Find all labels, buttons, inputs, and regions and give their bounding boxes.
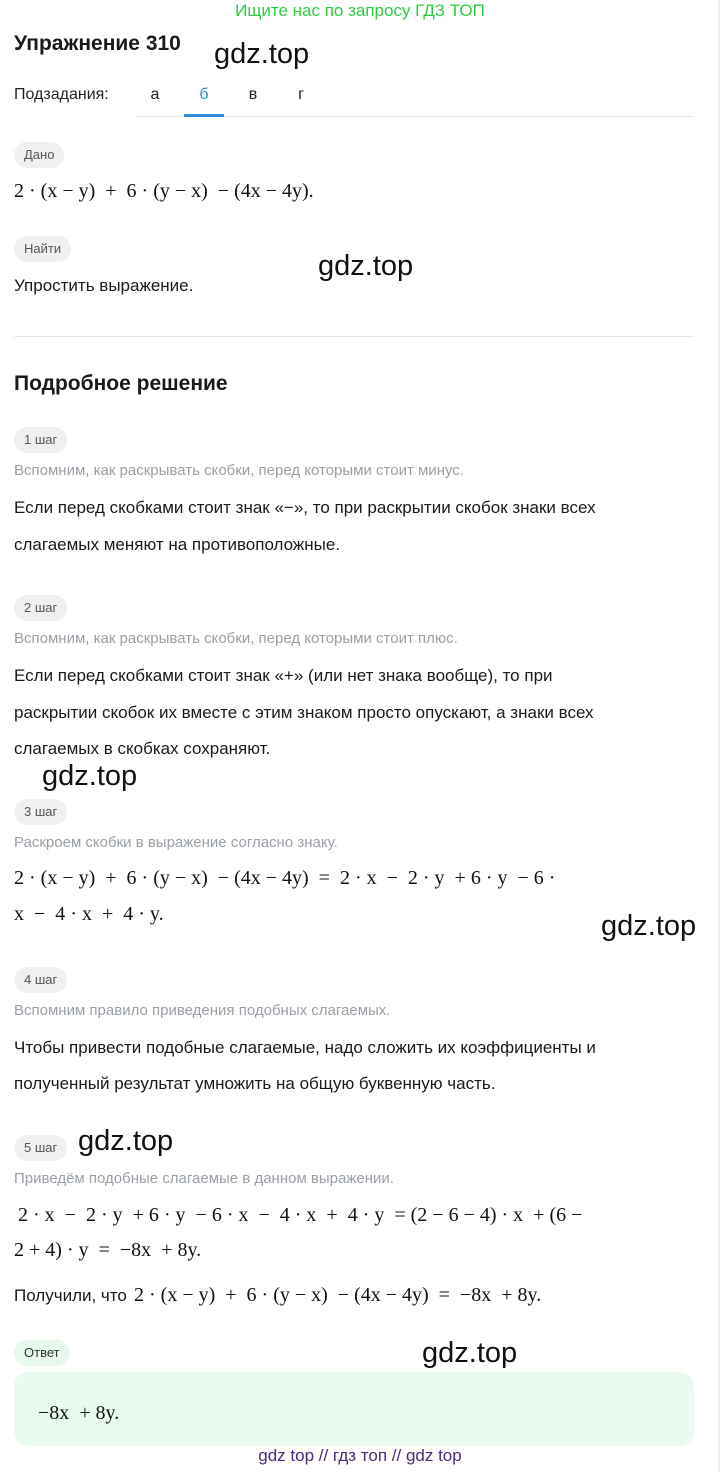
step-math-line: 2 · (x − y) + 6 · (y − x) − (4x − 4y) = 2 · x − 2 · y + 6 · y − 6 · [14,867,556,889]
step-hint: Вспомним правило приведения подобных слагаемых. [14,1002,391,1019]
watermark: gdz.top [42,760,138,792]
watermark: gdz.top [318,250,414,282]
solution-title: Подробное решение [14,372,228,395]
step-text-line: слагаемых меняют на противоположные. [14,535,341,554]
step-text-line: слагаемых в скобках сохраняют. [14,739,271,758]
tab-a[interactable]: а [150,86,160,103]
step-badge: 1 шаг [14,427,67,453]
tab-b[interactable]: б [199,86,209,103]
watermark: gdz.top [422,1337,518,1369]
watermark: gdz.top [78,1125,174,1157]
step-text-line: полученный результат умножить на общую буквенную часть. [14,1074,496,1093]
tab-g[interactable]: г [298,86,304,103]
answer-value: −8x + 8y. [38,1402,120,1424]
step-hint: Раскроем скобки в выражение согласно знаку. [14,834,338,851]
watermark: gdz.top [601,910,697,942]
footer-links[interactable]: gdz top // гдз топ // gdz top [258,1446,462,1465]
active-tab-indicator [184,114,224,117]
given-expression: 2 · (x − y) + 6 · (y − x) − (4x − 4y). [14,180,314,202]
given-badge: Дано [14,142,64,168]
find-text: Упростить выражение. [14,276,194,295]
section-divider [14,336,694,337]
answer-badge: Ответ [14,1340,70,1366]
search-banner[interactable]: Ищите нас по запросу ГДЗ ТОП [235,1,485,20]
step-hint: Вспомним, как раскрывать скобки, перед которыми стоит плюс. [14,630,458,647]
step-math-line: 2 + 4) · y = −8x + 8y. [14,1239,202,1261]
result-prefix: Получили, что [14,1286,127,1305]
step-badge: 3 шаг [14,799,67,825]
step-badge: 5 шаг [14,1135,67,1161]
watermark: gdz.top [214,38,310,70]
subtasks-label: Подзадания: [14,86,109,103]
tab-v[interactable]: в [248,86,258,103]
step-text-line: Если перед скобками стоит знак «−», то при раскрытии скобок знаки всех [14,498,596,517]
page-title: Упражнение 310 [14,32,181,55]
find-badge: Найти [14,236,71,262]
step-math-line: x − 4 · x + 4 · y. [14,903,164,925]
step-badge: 4 шаг [14,967,67,993]
step-text-line: Чтобы привести подобные слагаемые, надо сложить их коэффициенты и [14,1038,596,1057]
step-math-line: 2 · x − 2 · y + 6 · y − 6 · x − 4 · x + 4 · y = (2 − 6 − 4) · x + (6 − [18,1204,583,1226]
step-hint: Вспомним, как раскрывать скобки, перед которыми стоит минус. [14,462,464,479]
step-badge: 2 шаг [14,595,67,621]
result-expression: 2 · (x − y) + 6 · (y − x) − (4x − 4y) = −8x + 8y. [134,1284,542,1306]
step-text-line: Если перед скобками стоит знак «+» (или нет знака вообще), то при [14,666,553,685]
step-text-line: раскрытии скобок их вместе с этим знаком просто опускают, а знаки всех [14,703,594,722]
step-hint: Приведём подобные слагаемые в данном выражении. [14,1170,394,1187]
